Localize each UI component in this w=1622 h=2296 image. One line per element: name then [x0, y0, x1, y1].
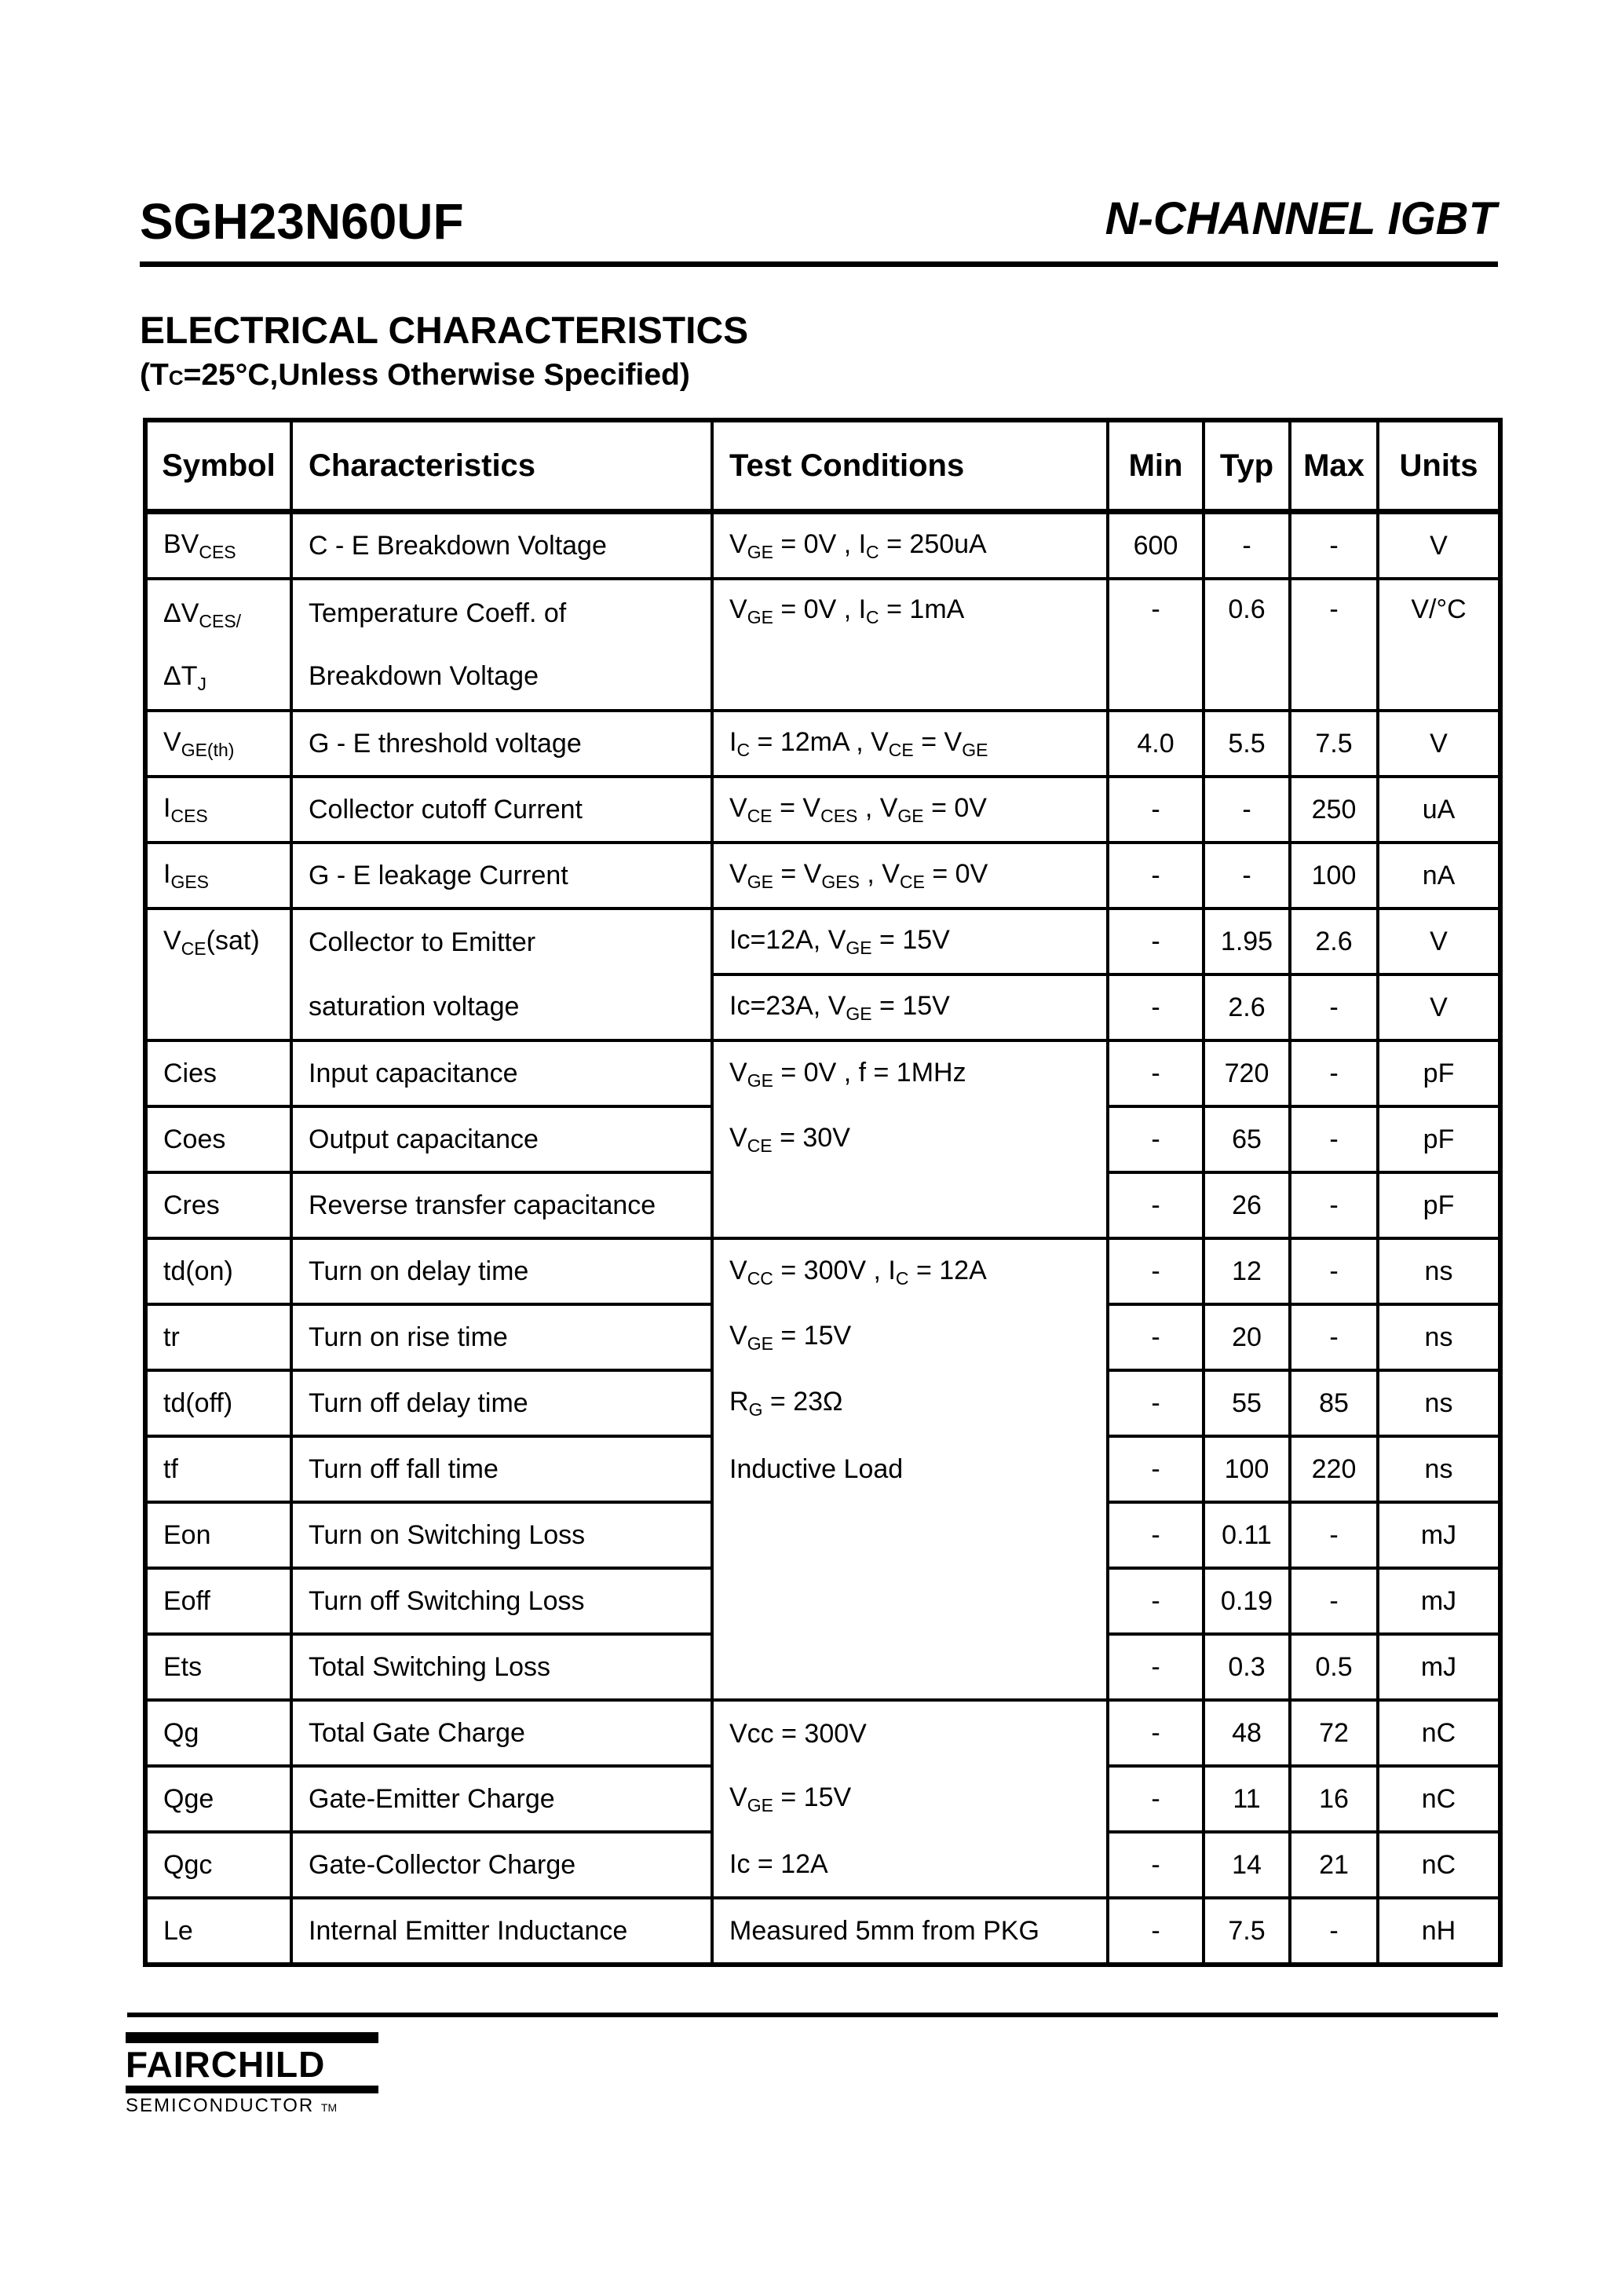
min-cell: - [1108, 1436, 1204, 1502]
units-cell: V [1378, 909, 1500, 974]
table-row [145, 1568, 1500, 1634]
condition-cell [712, 1172, 1108, 1238]
typ-cell: 0.19 [1204, 1568, 1290, 1634]
section-title: ELECTRICAL CHARACTERISTICS [140, 310, 749, 352]
min-cell: - [1108, 777, 1204, 843]
max-cell: - [1290, 1568, 1378, 1634]
table-row [145, 1040, 1500, 1106]
table-row [145, 1898, 1500, 1965]
condition-cell: $R_G = 23\Omega$ [712, 1370, 1108, 1436]
typ-cell: 48 [1204, 1700, 1290, 1766]
characteristic-cell: Turn off delay time [291, 1370, 712, 1436]
min-cell: - [1108, 1832, 1204, 1898]
min-cell: 600 [1108, 512, 1204, 579]
min-cell: - [1108, 1040, 1204, 1106]
typ-cell: 0.6 [1204, 579, 1290, 711]
typ-cell: 7.5 [1204, 1898, 1290, 1965]
typ-cell: - [1204, 512, 1290, 579]
condition-cell: Vcc = 300V [712, 1700, 1108, 1766]
table-row [145, 1106, 1500, 1172]
header-typ: Typ [1204, 420, 1290, 512]
condition-cell [712, 1568, 1108, 1634]
max-cell: - [1290, 1304, 1378, 1370]
symbol-cell: Ets [145, 1634, 291, 1700]
units-cell: pF [1378, 1040, 1500, 1106]
units-cell: nA [1378, 843, 1500, 909]
characteristic-cell: Internal Emitter Inductance [291, 1898, 712, 1965]
characteristic-cell: Output capacitance [291, 1106, 712, 1172]
units-cell: ns [1378, 1436, 1500, 1502]
characteristic-cell: Reverse transfer capacitance [291, 1172, 712, 1238]
max-cell: 7.5 [1290, 711, 1378, 777]
characteristic-cell: Gate-Emitter Charge [291, 1766, 712, 1832]
symbol-cell: $I_{CES}$ [145, 777, 291, 843]
min-cell: - [1108, 1370, 1204, 1436]
max-cell: 85 [1290, 1370, 1378, 1436]
characteristic-cell: Collector cutoff Current [291, 777, 712, 843]
min-cell: - [1108, 1304, 1204, 1370]
characteristic-cell: Turn on Switching Loss [291, 1502, 712, 1568]
units-cell: pF [1378, 1106, 1500, 1172]
min-cell: - [1108, 909, 1204, 974]
header-rule [140, 261, 1498, 267]
min-cell: 4.0 [1108, 711, 1204, 777]
typ-cell: 12 [1204, 1238, 1290, 1304]
min-cell: - [1108, 1766, 1204, 1832]
condition-cell: Measured 5mm from PKG [712, 1898, 1108, 1965]
units-cell: V [1378, 711, 1500, 777]
typ-cell: 11 [1204, 1766, 1290, 1832]
logo-bar-bottom [126, 2086, 378, 2093]
units-cell: ns [1378, 1370, 1500, 1436]
min-cell: - [1108, 1568, 1204, 1634]
symbol-cell: Le [145, 1898, 291, 1965]
max-cell: - [1290, 1502, 1378, 1568]
condition-cell: $V_{GE} = 15V$ [712, 1766, 1108, 1832]
typ-cell: 0.11 [1204, 1502, 1290, 1568]
symbol-cell: $\Delta V_{CES/}$ $\Delta T_J$ [145, 579, 291, 711]
table-row [145, 1238, 1500, 1304]
symbol-cell: $I_{GES}$ [145, 843, 291, 909]
max-cell: 250 [1290, 777, 1378, 843]
condition-cell [712, 1634, 1108, 1700]
logo-bar-top [126, 2032, 378, 2043]
characteristic-cell: Input capacitance [291, 1040, 712, 1106]
condition-cell: Inductive Load [712, 1436, 1108, 1502]
part-number: SGH23N60UF [140, 193, 464, 250]
symbol-cell: tr [145, 1304, 291, 1370]
table-row [145, 1172, 1500, 1238]
typ-cell: 26 [1204, 1172, 1290, 1238]
symbol-cell: Qgc [145, 1832, 291, 1898]
logo-wordmark: FAIRCHILD [126, 2044, 326, 2085]
max-cell: 21 [1290, 1832, 1378, 1898]
typ-cell: 720 [1204, 1040, 1290, 1106]
symbol-cell: Eon [145, 1502, 291, 1568]
table-row [145, 974, 1500, 1040]
typ-cell: 14 [1204, 1832, 1290, 1898]
device-type: N-CHANNEL IGBT [1105, 193, 1496, 244]
typ-cell: 100 [1204, 1436, 1290, 1502]
condition-cell: $V_{GE} = 0V$ , $I_C = 250uA$ [712, 512, 1108, 579]
table-row [145, 843, 1500, 909]
units-cell: nC [1378, 1700, 1500, 1766]
typ-cell: - [1204, 777, 1290, 843]
condition-cell [712, 1502, 1108, 1568]
min-cell: - [1108, 843, 1204, 909]
header-min: Min [1108, 420, 1204, 512]
table-row [145, 512, 1500, 579]
condition-cell: Ic = 12A [712, 1832, 1108, 1898]
symbol-cell: Eoff [145, 1568, 291, 1634]
typ-cell: 1.95 [1204, 909, 1290, 974]
condition-cell: $V_{CE} = 30V$ [712, 1106, 1108, 1172]
max-cell: - [1290, 1238, 1378, 1304]
symbol-cell: Qg [145, 1700, 291, 1766]
section-conditions: (TC=25°C,Unless Otherwise Specified) [140, 358, 690, 392]
symbol-cell: tf [145, 1436, 291, 1502]
symbol-cell: td(on) [145, 1238, 291, 1304]
typ-cell: 65 [1204, 1106, 1290, 1172]
characteristic-cell: saturation voltage [291, 974, 712, 1040]
characteristic-cell: G - E leakage Current [291, 843, 712, 909]
symbol-cell: Qge [145, 1766, 291, 1832]
max-cell: 72 [1290, 1700, 1378, 1766]
typ-cell: 55 [1204, 1370, 1290, 1436]
logo-subtitle: SEMICONDUCTOR TM [126, 2095, 338, 2116]
units-cell: mJ [1378, 1634, 1500, 1700]
units-cell: pF [1378, 1172, 1500, 1238]
symbol-cell: Cies [145, 1040, 291, 1106]
units-cell: nH [1378, 1898, 1500, 1965]
units-cell: V/°C [1378, 579, 1500, 711]
max-cell: - [1290, 974, 1378, 1040]
condition-cell: $V_{GE} = 15V$ [712, 1304, 1108, 1370]
characteristic-cell: Gate-Collector Charge [291, 1832, 712, 1898]
characteristic-cell: Turn on rise time [291, 1304, 712, 1370]
condition-cell: $V_{CE} = V_{CES}$ , $V_{GE} = 0V$ [712, 777, 1108, 843]
table-row [145, 1766, 1500, 1832]
typ-cell: 5.5 [1204, 711, 1290, 777]
fairchild-logo [126, 2032, 408, 2119]
characteristic-cell: Total Gate Charge [291, 1700, 712, 1766]
max-cell: 16 [1290, 1766, 1378, 1832]
min-cell: - [1108, 1172, 1204, 1238]
condition-cell: Ic=12A, $V_{GE} = 15V$ [712, 909, 1108, 974]
min-cell: - [1108, 1634, 1204, 1700]
units-cell: mJ [1378, 1568, 1500, 1634]
min-cell: - [1108, 974, 1204, 1040]
units-cell: nC [1378, 1766, 1500, 1832]
typ-cell: 0.3 [1204, 1634, 1290, 1700]
units-cell: ns [1378, 1304, 1500, 1370]
symbol-cell: $V_{GE(th)}$ [145, 711, 291, 777]
max-cell: 220 [1290, 1436, 1378, 1502]
symbol-cell: $BV_{CES}$ [145, 512, 291, 579]
table-row [145, 1304, 1500, 1370]
max-cell: - [1290, 1898, 1378, 1965]
electrical-characteristics-table [143, 418, 1503, 1967]
table-row [145, 1832, 1500, 1898]
characteristic-cell: C - E Breakdown Voltage [291, 512, 712, 579]
symbol-cell: td(off) [145, 1370, 291, 1436]
symbol-cell: $V_{CE}(sat)$ [145, 909, 291, 974]
symbol-cell: Coes [145, 1106, 291, 1172]
max-cell: 2.6 [1290, 909, 1378, 974]
condition-cell: Ic=23A, $V_{GE} = 15V$ [712, 974, 1108, 1040]
characteristic-cell: Turn off fall time [291, 1436, 712, 1502]
condition-cell: $V_{GE} = 0V$ , f = 1MHz [712, 1040, 1108, 1106]
units-cell: V [1378, 512, 1500, 579]
table-row [145, 1436, 1500, 1502]
symbol-cell: Cres [145, 1172, 291, 1238]
table-row [145, 711, 1500, 777]
characteristic-cell: Total Switching Loss [291, 1634, 712, 1700]
typ-cell: - [1204, 843, 1290, 909]
min-cell: - [1108, 1700, 1204, 1766]
table-row [145, 777, 1500, 843]
table-row [145, 909, 1500, 974]
table-row [145, 1502, 1500, 1568]
condition-cell: $I_C = 12mA$ , $V_{CE} = V_{GE}$ [712, 711, 1108, 777]
max-cell: - [1290, 1106, 1378, 1172]
table-header-row [145, 420, 1500, 512]
table-row [145, 1370, 1500, 1436]
condition-cell: $V_{CC} = 300V$ , $I_C = 12A$ [712, 1238, 1108, 1304]
min-cell: - [1108, 1898, 1204, 1965]
condition-cell: $V_{GE} = V_{GES}$ , $V_{CE} = 0V$ [712, 843, 1108, 909]
header-units: Units [1378, 420, 1500, 512]
units-cell: mJ [1378, 1502, 1500, 1568]
characteristic-cell: Turn on delay time [291, 1238, 712, 1304]
header-max: Max [1290, 420, 1378, 512]
characteristic-cell: Collector to Emitter [291, 909, 712, 974]
footer-rule [127, 2013, 1498, 2017]
units-cell: nC [1378, 1832, 1500, 1898]
characteristic-cell: G - E threshold voltage [291, 711, 712, 777]
max-cell: - [1290, 579, 1378, 711]
units-cell: V [1378, 974, 1500, 1040]
characteristic-cell: Temperature Coeff. of Breakdown Voltage [291, 579, 712, 711]
min-cell: - [1108, 1106, 1204, 1172]
max-cell: 100 [1290, 843, 1378, 909]
min-cell: - [1108, 579, 1204, 711]
max-cell: 0.5 [1290, 1634, 1378, 1700]
max-cell: - [1290, 1040, 1378, 1106]
characteristic-cell: Turn off Switching Loss [291, 1568, 712, 1634]
table-row [145, 1700, 1500, 1766]
table-row [145, 1634, 1500, 1700]
max-cell: - [1290, 1172, 1378, 1238]
units-cell: uA [1378, 777, 1500, 843]
condition-cell: $V_{GE} = 0V$ , $I_C = 1mA$ [712, 579, 1108, 711]
header-symbol: Symbol [145, 420, 291, 512]
header-characteristics: Characteristics [291, 420, 712, 512]
units-cell: ns [1378, 1238, 1500, 1304]
min-cell: - [1108, 1502, 1204, 1568]
typ-cell: 2.6 [1204, 974, 1290, 1040]
symbol-cell [145, 974, 291, 1040]
min-cell: - [1108, 1238, 1204, 1304]
typ-cell: 20 [1204, 1304, 1290, 1370]
header-test-conditions: Test Conditions [712, 420, 1108, 512]
max-cell: - [1290, 512, 1378, 579]
table-row [145, 579, 1500, 711]
